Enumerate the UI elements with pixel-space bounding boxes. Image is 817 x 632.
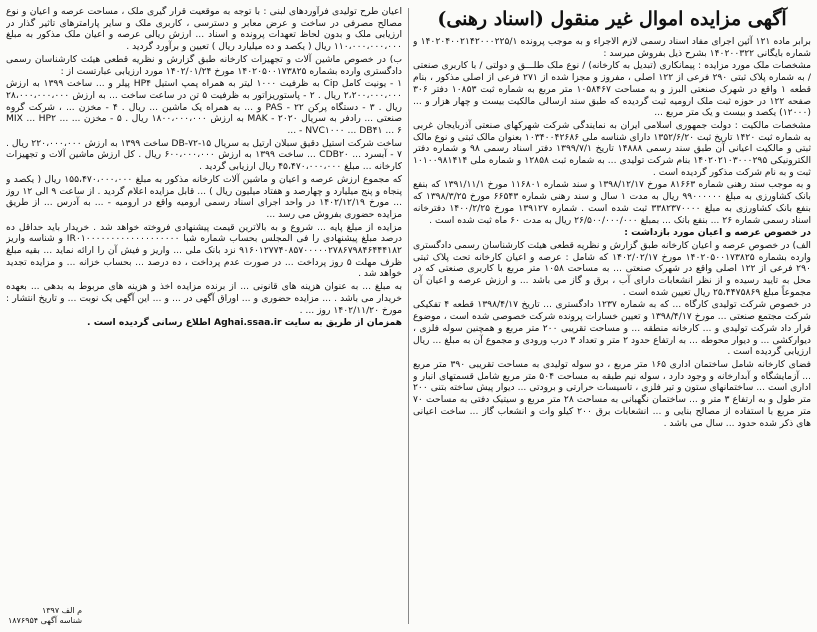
paragraph: الف) در خصوص عرصه و اعیان کارخانه طبق گزارش و نظریه قطعی هیئت کارشناسان رسمی دادگستری وارده بشماره ۱۴۰۲۰۵۰۰۱۷۳۸۲۵ مورخ ۱۴۰۲/۰۲/۱۷ که شامل : عرصه و اعیان کارخانه تحت پلاک ثبتی ۲۹۰ فرعی از ۱۲۲ اصلی واقع در شهرک صنعتی ... به مساحت ۱۰۵۸ متر مربع با کاربری صنعتی که در محل به تایید رسیده و از نظر انشعابات دارای آب ، برق و گاز می باشد ... و ارزش عرصه و اعیان آن مجموعاً مبلغ ۲۵،۴۴۷۵۸۶۹ ریال تعیین شده است . (413, 239, 811, 298)
notice-title: آگهی مزایده اموال غیر منقول (اسناد رهنی) (437, 8, 787, 30)
paragraph: اعیان طرح تولیدی فرآوردهای لبنی : با توجه به موقعیت قرار گیری ملک ، مساحت عرصه و اعیان و نوع مصالح مصرفی در ساخت و عرض معابر و دسترسی ، کاربری ملک و سایر پارامترهای تاثیر گذار در ارزیابی ملک و بدون لحاظ تعهدات پرونده و اسناد ... ارزش ریالی عرصه و اعیان ملک مذکور به مبلغ ۱۱۰،۰۰۰،۰۰۰،۰۰۰ ریال ( یکصد و ده میلیارد ریال ) تعیین و برآورد گردید . (6, 6, 402, 53)
column-divider (408, 8, 409, 624)
paragraph: ۱ - یونیت کامل Cip به ظرفیت ۱۰۰۰ لیتر به همراه پمپ استیل HP۴ پیلر و ... ساخت ۱۳۹۹ به ارزش ۲،۲۰۰،۰۰۰،۰۰۰ ریال . ۲ - پاستوریزاتور به ظرفیت ۵ تن در ساعت ساخت ... به ارزش ۲۸،۰۰۰،۰۰۰،۰۰۰ ریال . ۳ - دستگاه پرکن PAS - ۲۲ و ... به همراه یک ماشین ... ریال . ۴ - مخزن ... ، شرکت گروه صنعتی ... رادفر به سریال ۲۰۲۰ - MAK به ارزش ۱۸۰۰،۰۰۰،۰۰۰ ریال . ۵ - مخزن ... MIX ... HP۲ ... NVC۱۰۰۰ ... DB۴۱ ... ۶ - ... (6, 78, 402, 137)
right-column-body (413, 36, 811, 429)
paragraph: ساخت شرکت استیل دقیق سبلان ارتیل به سریال DB-۷۲-۱۵ ساخت ۱۳۹۹ به ارزش ۲۲۰،۰۰۰،۰۰۰ ریال . ۷ - آبسرد ... CDB۲۰ ... ساخت ۱۳۹۹ به ارزش ۶۰۰،۰۰۰،۰۰۰ ریال . کل ارزش ماشین آلات و تجهیزات کارخانه ... مبلغ ۴۵،۴۷۰،۰۰۰،۰۰۰ ریال ارزیابی گردید . (6, 137, 402, 173)
reference-code: م الف ۱۳۹۷ (41, 606, 83, 615)
paragraph: به مبلغ ... به عنوان هزینه های قانونی ... از برنده مزایده اخذ و هزینه های مربوط به بدهی ... بعهده خریدار می باشد . ... مزایده حضوری و ... اوراق آگهی در ... و ... این آگهی یک نوبت ... و تاریخ انتشار : مورخ ۱۴۰۲/۱۱/۲۰ روز ... . (6, 281, 402, 316)
paragraph: فضای کارخانه شامل ساختمان اداری ۱۶۵ متر مربع ، دو سوله تولیدی به مساحت تقریبی ۳۹۰ متر مربع ... آزمایشگاه و آبدارخانه و وجود دارد ، سوله نیم طبقه به مساحت ۵۰۴ متر مربع شامل قسمتهای انبار و اداری است ... ساختمانهای ستون و تیر فلزی ، تاسیسات حرارتی و برودتی ... دیوار پیش ساخته بتنی ۲۰۰ متر طول و به ارتفاع ۳ متر و ... ساختمان نگهبانی به مساحت ۲۸ متر مربع و سیتیک دفتی به مساحت ۷۰ متر مربع با استفاده از مصالح بنایی و ... انشعابات برق ۲۰۰ کیلو وات و انشعاب گاز ... ساخت اعیانی های ذکر شده حدود ... سال می باشد . (413, 358, 811, 429)
paragraph: مزایده از مبلغ پایه ... شروع و به بالاترین قیمت پیشنهادی فروخته خواهد شد . خریدار باید حداقل ده درصد مبلغ پیشنهادی را فی المجلس بحساب شماره شبا IR۰۱۰۰۰۰۰۰۰۰۰۰۰۰۰۰۰۰۰۰۰ و شناسه واریز ۹۱۶۰۱۲۷۷۴۰۸۵۷۰۰۰۰۰۲۷۸۶۷۹۸۴۶۴۴۴۱۸۲ نزد بانک ملی ... واریز و فیش آن را ارائه نماید ... بقیه مبلغ ظرف مهلت ۵ روز پرداخت ... در صورت عدم پرداخت ، ده درصد ... بحساب خزانه ... و مزایده تجدید خواهد شد . (6, 221, 402, 280)
paragraph: در خصوص شرکت تولیدی کارگاه ... که به شماره ۱۲۳۷ دادگستری ... تاریخ ۱۳۹۸/۴/۱۷ قطعه ۴ تفکیکی شرکت مجتمع صنعتی ... مورخ ۱۳۹۸/۴/۱۷ و تعیین خسارات پرونده شرکت خصوصی شده است ، موضوع قرار داد شرکت تولیدی و ... کارخانه منطقه ... و مساحت تقریبی ۲۰۰ متر مربع و همچنین سوله فلزی ، دیوارکشی ... و دیوار محوطه ... به ارتفاع حدود ۲ متر و تعداد ۳ درب ورودی و مجموع آن به مبلغ ... ریال ارزیابی گردیده است . (413, 299, 811, 358)
website-line: همزمان از طریق به سایت Aghai.ssaa.ir اطلاع رسانی گردیده است . (87, 317, 402, 329)
paragraph: برابر ماده ۱۲۱ آئین اجرای مفاد اسناد رسمی لازم الاجراء و به موجب پرونده ۱۴۰۲۰۴۰۰۲۱۴۲۰۰۰۲۲۵/۱ و شماره بایگانی ۱۴۰۲۰۰۳۲۲ بشرح ذیل بفروش میرسد : (413, 36, 811, 59)
section-heading: در خصوص عرصه و اعیان مورد بازداشت : (624, 227, 811, 239)
left-column (6, 6, 402, 626)
paragraph: مشخصات مالکیت : دولت جمهوری اسلامی ایران به نمایندگی شرکت شهرکهای صنعتی آذربایجان غربی به شماره ثبت ۱۴۲۰ تاریخ ثبت ۱۳۵۲/۶/۲۰ دارای شناسه ملی ۱۰۳۴۰۰۴۲۶۸۶ بعنوان مالک ثبتی و نوع مالک ثبتی و مالکیت اعیانی آن طبق سند رسمی ۱۴۸۸۸ تاریخ ۱۳۹۹/۷/۱ دفتر اسناد رسمی ۹۸ و شماره دفتر الکترونیکی ۱۴۰۲۰۲۱۰۳۰۰۰۲۹۵ بنام شرکت تولیدی ... به شماره ثبت ۱۲۸۵۸ و شماره ملی ۱۰۱۰۰۹۸۱۴۱۴ ثبت و به نام شرکت مذکور گردیده است . (413, 119, 811, 178)
paragraph: ب) در خصوص ماشین آلات و تجهیزات کارخانه طبق گزارش و نظریه قطعی هیئت کارشناسان رسمی دادگستری وارده بشماره ۱۴۰۲۰۵۰۰۱۷۳۸۲۵ مورخ ۱۴۰۲/۰۱/۲۴ مورد ارزیابی عبارتست از : (6, 53, 402, 77)
paragraph: مشخصات ملک مورد مزایده : پیمانکاری (تبدیل به کارخانه) / نوع ملک طلـــق و دولتی / با کاربری صنعتی / به شماره پلاک ثبتی ۲۹۰ فرعی از ۱۲۲ اصلی ، مفروز و مجزا شده از ۲۷۱ فرعی از اصلی مذکور ، بنام قطعه ۱ واقع در شهرک صنعتی البرز و به مساحت ۱۰۵۸۴۶۷ متر مربع به شماره ثبت ۱۰۸۵۳ دفتر ۳۰۶ صفحه ۱۲۲ در حوزه ثبت ملک ارومیه ثبت گردیده که طبق سند ارسالی مالکیت بیست و چهار هزار و ... (۱۲۰۰۰) یکصد و بیست و یک متر مربع ... (413, 60, 811, 119)
right-column (413, 6, 811, 626)
notice-footer (8, 606, 82, 626)
paragraph: که مجموع ارزش عرصه و اعیان و ماشین آلات کارخانه مذکور به مبلغ ۱۵۵،۴۷۰،۰۰۰،۰۰۰ ریال ( یکصد و پنجاه و پنج میلیارد و چهارصد و هفتاد میلیون ریال ) ... قابل مزایده اعلام گردید . از ساعت ۹ الی ۱۲ روز ... مورخ ۱۴۰۲/۱۲/۱۹ در واحد اجرای اسناد رسمی ارومیه واقع در ارومیه - ... به آدرس ... از طریق مزایده حضوری بفروش می رسد ... (6, 173, 402, 220)
ad-number: شناسه آگهی ۱۸۷۶۹۵۴ (8, 616, 83, 625)
paragraph: و به موجب سند رهنی شماره ۸۱۶۶۳ مورخ ۱۳۹۸/۱۲/۱۷ و سند شماره ۱۱۶۸۰۱ مورخ ۱۳۹۱/۱۱/۱ که بنفع بانک کشاورزی به مبلغ ۹۹۰۰۰۰۰۰ ریال به مدت ۱ سال و سند رهنی شماره ۶۶۵۴۳ مورخ ۱۳۹۸/۳/۲۵ که بنفع بانک کشاورزی به مبلغ ۳۳۸۲۳۷۰۰۰۰ ثبت شده است . شماره ۱۳۹۱۲۷ مورخ ۱۴۰۰/۲/۲۵ دفترخانه اسناد رسمی شماره ۲۶ ... بنفع بانک ... بمبلغ ۲۶/۵۰۰/۰۰۰/۰۰۰ ریال به مدت ۶۰ ماه ثبت شده است . (413, 179, 811, 226)
